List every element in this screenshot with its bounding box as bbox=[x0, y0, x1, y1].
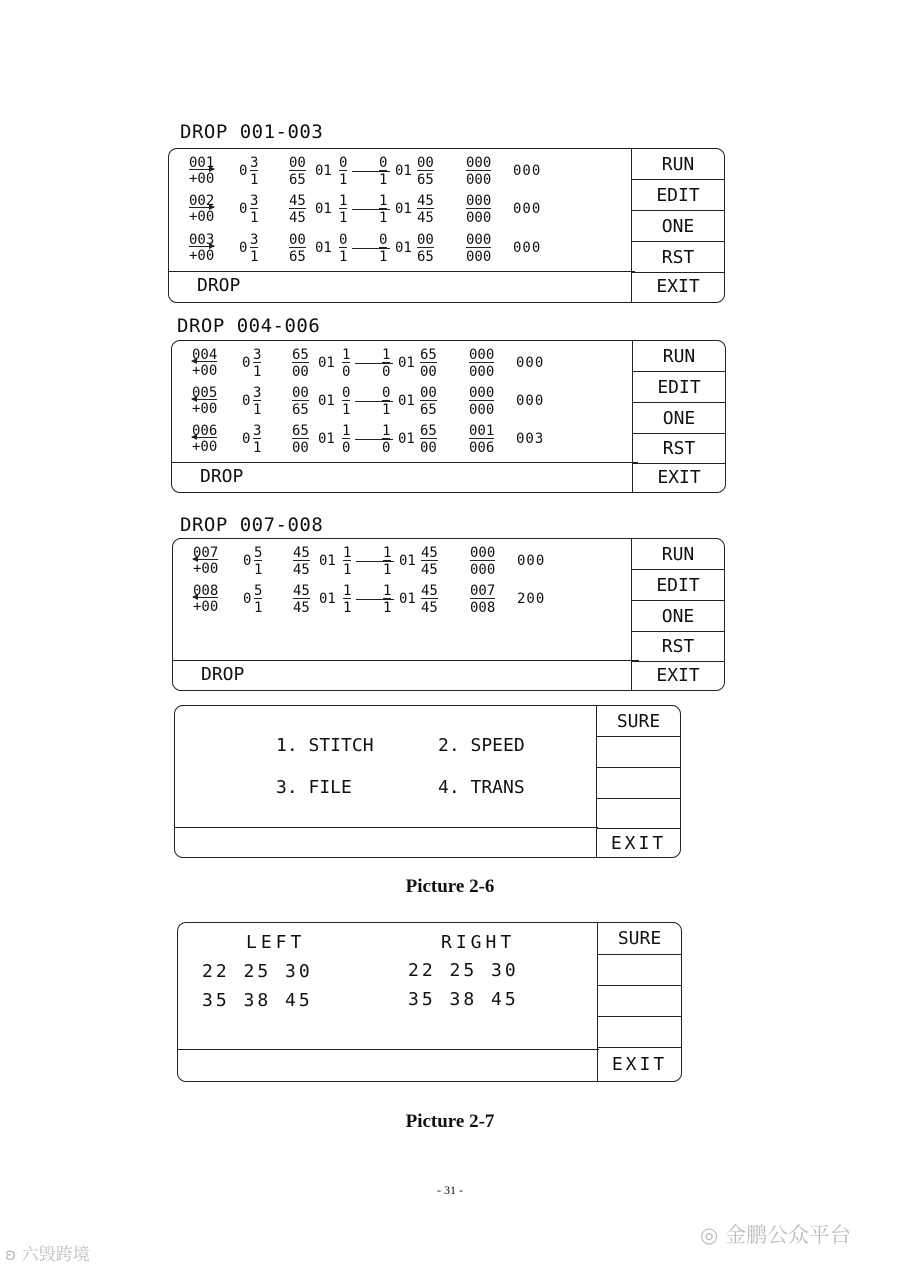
exit-button[interactable]: EXIT bbox=[656, 665, 700, 686]
mid-value: 01 bbox=[319, 591, 336, 607]
end-fraction-denominator: 45 bbox=[417, 210, 434, 226]
mid-value-2: 01 bbox=[395, 240, 412, 256]
mid-value: 01 bbox=[318, 355, 335, 371]
right-bit-denominator: 1 bbox=[379, 172, 388, 188]
end-fraction-denominator: 00 bbox=[420, 440, 437, 456]
right-values-row-2: 35 38 45 bbox=[408, 989, 519, 1010]
watermark-right bbox=[700, 1219, 851, 1249]
stitch-fraction bbox=[289, 194, 306, 225]
end-fraction-numerator: 45 bbox=[421, 583, 438, 599]
mid-value: 01 bbox=[315, 240, 332, 256]
mid-value-2: 01 bbox=[395, 163, 412, 179]
right-bit-denominator: 0 bbox=[382, 364, 391, 380]
exit-button[interactable]: EXIT bbox=[611, 1054, 668, 1075]
left-bit-numerator: 0 bbox=[342, 385, 351, 401]
ratio-fraction bbox=[253, 424, 261, 455]
right-values-row-1: 22 25 30 bbox=[408, 960, 519, 981]
run-button[interactable]: RUN bbox=[632, 149, 724, 180]
left-bit-denominator: 1 bbox=[339, 172, 348, 188]
link-fraction-denominator: 000 bbox=[466, 210, 492, 226]
drop-number-1-2 bbox=[189, 194, 214, 224]
stitch-fraction-numerator: 65 bbox=[292, 423, 309, 439]
mid-value-2: 01 bbox=[398, 393, 415, 409]
link-fraction-numerator: 000 bbox=[470, 545, 496, 561]
menu-item-speed[interactable]: 2. SPEED bbox=[438, 735, 525, 756]
link-fraction-denominator: 006 bbox=[469, 440, 495, 456]
left-bit bbox=[342, 386, 350, 417]
watermark-left-text: 六毁跨境 bbox=[21, 1245, 90, 1265]
divider bbox=[169, 271, 635, 272]
ratio-fraction bbox=[254, 546, 262, 577]
left-bit bbox=[343, 584, 351, 615]
side-buttons bbox=[631, 539, 724, 690]
left-bit bbox=[339, 156, 347, 187]
caption-2-7: Picture 2-7 bbox=[405, 1111, 495, 1132]
drop-number-1-1 bbox=[189, 156, 214, 186]
one-button[interactable]: ONE bbox=[633, 403, 725, 434]
whole-value: 0 bbox=[239, 163, 248, 179]
link-fraction-numerator: 000 bbox=[466, 193, 492, 209]
ratio-fraction-numerator: 3 bbox=[250, 155, 259, 171]
drop-panel-2 bbox=[171, 340, 726, 493]
stitch-fraction bbox=[289, 233, 306, 264]
drop-number-3-1-denominator: +00 bbox=[193, 561, 219, 577]
end-fraction-numerator: 00 bbox=[417, 155, 434, 171]
exit-button[interactable]: EXIT bbox=[657, 467, 701, 488]
drop-number-3-2-numerator: 008 bbox=[193, 583, 219, 599]
left-bit-denominator: 0 bbox=[342, 440, 351, 456]
menu-panel bbox=[174, 705, 681, 858]
one-button[interactable]: ONE bbox=[632, 601, 724, 632]
right-bit bbox=[379, 194, 387, 225]
left-bit-denominator: 0 bbox=[342, 364, 351, 380]
link-fraction-numerator: 000 bbox=[466, 232, 492, 248]
drop-number-2-2-numerator: 005 bbox=[192, 385, 218, 401]
left-bit-denominator: 1 bbox=[343, 600, 352, 616]
page-number: - 31 - bbox=[437, 1183, 463, 1197]
drop-number-1-3-numerator: 003 bbox=[189, 232, 215, 248]
ratio-fraction-denominator: 1 bbox=[250, 210, 259, 226]
link-fraction bbox=[470, 584, 495, 615]
right-bit bbox=[379, 233, 387, 264]
mid-value: 01 bbox=[318, 393, 335, 409]
ratio-fraction-numerator: 3 bbox=[250, 232, 259, 248]
stitch-fraction-numerator: 45 bbox=[293, 545, 310, 561]
ratio-fraction bbox=[253, 386, 261, 417]
mid-value: 01 bbox=[319, 553, 336, 569]
link-fraction-denominator: 000 bbox=[470, 562, 496, 578]
stitch-fraction-denominator: 65 bbox=[292, 402, 309, 418]
right-bit-numerator: 1 bbox=[379, 193, 388, 209]
right-bit-numerator: 1 bbox=[382, 423, 391, 439]
end-fraction bbox=[417, 233, 434, 264]
link-value: 000 bbox=[517, 553, 546, 569]
stitch-fraction-denominator: 00 bbox=[292, 440, 309, 456]
mid-value-2: 01 bbox=[398, 355, 415, 371]
drop-number-2-3-numerator: 006 bbox=[192, 423, 218, 439]
link-value: 000 bbox=[513, 201, 542, 217]
menu-item-file[interactable]: 3. FILE bbox=[276, 777, 352, 798]
ratio-fraction bbox=[254, 584, 262, 615]
left-bit-numerator: 0 bbox=[339, 155, 348, 171]
mid-value: 01 bbox=[315, 163, 332, 179]
end-fraction-numerator: 45 bbox=[417, 193, 434, 209]
right-bit-numerator: 0 bbox=[379, 155, 388, 171]
link-fraction-denominator: 000 bbox=[469, 402, 495, 418]
ratio-fraction bbox=[253, 348, 261, 379]
right-label: RIGHT bbox=[441, 932, 516, 953]
drop-number-1-3 bbox=[189, 233, 214, 263]
edit-button[interactable]: EDIT bbox=[632, 180, 724, 211]
link-value: 000 bbox=[513, 240, 542, 256]
divider bbox=[173, 660, 639, 661]
link-fraction-denominator: 000 bbox=[466, 172, 492, 188]
end-fraction-denominator: 65 bbox=[417, 249, 434, 265]
stitch-fraction bbox=[289, 156, 306, 187]
left-bit-numerator: 1 bbox=[343, 583, 352, 599]
end-fraction-numerator: 65 bbox=[420, 423, 437, 439]
edit-button[interactable]: EDIT bbox=[633, 372, 725, 403]
right-bit-numerator: 0 bbox=[379, 232, 388, 248]
blank-button-2[interactable] bbox=[598, 986, 681, 1017]
end-fraction-denominator: 00 bbox=[420, 364, 437, 380]
right-bit-denominator: 1 bbox=[383, 600, 392, 616]
watermark-left bbox=[5, 1240, 90, 1265]
end-fraction-denominator: 45 bbox=[421, 562, 438, 578]
whole-value: 0 bbox=[239, 201, 248, 217]
mid-value-2: 01 bbox=[395, 201, 412, 217]
blank-button-2[interactable] bbox=[597, 768, 680, 799]
whole-value: 0 bbox=[242, 431, 251, 447]
end-fraction-denominator: 65 bbox=[417, 172, 434, 188]
link-value: 000 bbox=[516, 355, 545, 371]
stitch-fraction-numerator: 00 bbox=[289, 155, 306, 171]
side-buttons bbox=[597, 923, 681, 1081]
link-fraction bbox=[469, 424, 494, 455]
right-bit bbox=[382, 424, 390, 455]
caption-2-6: Picture 2-6 bbox=[405, 876, 495, 897]
ratio-fraction bbox=[250, 233, 258, 264]
whole-value: 0 bbox=[239, 240, 248, 256]
drop-number-2-1-denominator: +00 bbox=[192, 363, 218, 379]
right-bit bbox=[383, 584, 391, 615]
whole-value: 0 bbox=[242, 355, 251, 371]
link-fraction-numerator: 000 bbox=[469, 385, 495, 401]
ratio-fraction-denominator: 1 bbox=[250, 249, 259, 265]
left-label: LEFT bbox=[246, 932, 306, 953]
exit-button[interactable]: EXIT bbox=[610, 833, 667, 854]
left-bit-denominator: 1 bbox=[339, 249, 348, 265]
drop-footer-label: DROP bbox=[201, 664, 245, 685]
link-value: 000 bbox=[513, 163, 542, 179]
link-fraction bbox=[470, 546, 495, 577]
ratio-fraction-denominator: 1 bbox=[253, 402, 262, 418]
menu-item-trans[interactable]: 4. TRANS bbox=[438, 777, 525, 798]
blank-button-3[interactable] bbox=[597, 798, 680, 829]
left-bit bbox=[343, 546, 351, 577]
link-value: 200 bbox=[517, 591, 546, 607]
drop-number-1-1-numerator: 001 bbox=[189, 155, 215, 171]
blank-button-1[interactable] bbox=[598, 955, 681, 986]
mid-value-2: 01 bbox=[399, 591, 416, 607]
drop-number-2-2-denominator: +00 bbox=[192, 401, 218, 417]
drop-number-1-2-denominator: +00 bbox=[189, 209, 215, 225]
right-bit-denominator: 1 bbox=[382, 402, 391, 418]
stitch-fraction bbox=[293, 584, 310, 615]
rst-button[interactable]: RST bbox=[633, 433, 725, 464]
stitch-fraction bbox=[292, 348, 309, 379]
stitch-fraction-numerator: 45 bbox=[293, 583, 310, 599]
stitch-fraction bbox=[292, 386, 309, 417]
left-bit-denominator: 1 bbox=[339, 210, 348, 226]
right-bit bbox=[382, 386, 390, 417]
end-fraction-denominator: 65 bbox=[420, 402, 437, 418]
drop-number-1-3-denominator: +00 bbox=[189, 248, 215, 264]
end-fraction bbox=[421, 584, 438, 615]
run-button[interactable]: RUN bbox=[632, 539, 724, 570]
ratio-fraction bbox=[250, 194, 258, 225]
ratio-fraction-numerator: 3 bbox=[253, 347, 262, 363]
stitch-fraction-numerator: 45 bbox=[289, 193, 306, 209]
left-bit bbox=[339, 194, 347, 225]
end-fraction bbox=[417, 194, 434, 225]
stitch-fraction-denominator: 45 bbox=[293, 600, 310, 616]
link-fraction-numerator: 000 bbox=[466, 155, 492, 171]
left-bit bbox=[342, 424, 350, 455]
mid-value-2: 01 bbox=[399, 553, 416, 569]
stitch-fraction-denominator: 65 bbox=[289, 172, 306, 188]
drop-number-1-2-numerator: 002 bbox=[189, 193, 215, 209]
ratio-fraction bbox=[250, 156, 258, 187]
drop-number-2-1-numerator: 004 bbox=[192, 347, 218, 363]
sure-button[interactable]: SURE bbox=[597, 706, 680, 737]
wechat-icon: ʚ bbox=[5, 1245, 17, 1265]
left-bit-numerator: 1 bbox=[343, 545, 352, 561]
link-fraction bbox=[466, 194, 491, 225]
drop-number-3-1-numerator: 007 bbox=[193, 545, 219, 561]
stitch-fraction-denominator: 45 bbox=[293, 562, 310, 578]
right-bit bbox=[383, 546, 391, 577]
drop-number-2-1 bbox=[192, 348, 217, 378]
divider bbox=[175, 827, 598, 828]
whole-value: 0 bbox=[242, 393, 251, 409]
drop-title-2: DROP 004-006 bbox=[177, 315, 321, 337]
link-fraction bbox=[466, 233, 491, 264]
stitch-fraction-numerator: 00 bbox=[289, 232, 306, 248]
left-values-row-1: 22 25 30 bbox=[202, 961, 313, 982]
right-bit-denominator: 0 bbox=[382, 440, 391, 456]
right-bit-denominator: 1 bbox=[383, 562, 392, 578]
right-bit-numerator: 1 bbox=[383, 583, 392, 599]
right-bit bbox=[379, 156, 387, 187]
side-buttons bbox=[632, 341, 725, 492]
divider bbox=[172, 462, 638, 463]
rst-button[interactable]: RST bbox=[632, 242, 724, 273]
menu-item-stitch[interactable]: 1. STITCH bbox=[276, 735, 374, 756]
drop-panel-1 bbox=[168, 148, 725, 303]
link-fraction-denominator: 000 bbox=[469, 364, 495, 380]
left-bit-numerator: 1 bbox=[339, 193, 348, 209]
drop-number-2-3-denominator: +00 bbox=[192, 439, 218, 455]
drop-number-3-2-denominator: +00 bbox=[193, 599, 219, 615]
drop-number-3-1 bbox=[193, 546, 218, 576]
edit-button[interactable]: EDIT bbox=[632, 570, 724, 601]
run-button[interactable]: RUN bbox=[633, 341, 725, 372]
left-bit-denominator: 1 bbox=[343, 562, 352, 578]
end-fraction-numerator: 45 bbox=[421, 545, 438, 561]
stitch-fraction-denominator: 45 bbox=[289, 210, 306, 226]
right-bit-denominator: 1 bbox=[379, 210, 388, 226]
link-fraction-denominator: 000 bbox=[466, 249, 492, 265]
drop-number-2-3 bbox=[192, 424, 217, 454]
mid-value-2: 01 bbox=[398, 431, 415, 447]
blank-button-1[interactable] bbox=[597, 737, 680, 768]
end-fraction bbox=[420, 386, 437, 417]
end-fraction-denominator: 45 bbox=[421, 600, 438, 616]
ratio-fraction-denominator: 1 bbox=[253, 364, 262, 380]
whole-value: 0 bbox=[243, 553, 252, 569]
ratio-fraction-denominator: 1 bbox=[254, 600, 263, 616]
link-fraction-numerator: 000 bbox=[469, 347, 495, 363]
stitch-fraction-denominator: 65 bbox=[289, 249, 306, 265]
drop-title-1: DROP 001-003 bbox=[180, 121, 324, 143]
wechat-icon: ◎ bbox=[700, 1223, 719, 1247]
drop-number-2-2 bbox=[192, 386, 217, 416]
one-button[interactable]: ONE bbox=[632, 211, 724, 242]
drop-footer-label: DROP bbox=[200, 466, 244, 487]
rst-button[interactable]: RST bbox=[632, 631, 724, 662]
drop-title-3: DROP 007-008 bbox=[180, 514, 324, 536]
whole-value: 0 bbox=[243, 591, 252, 607]
watermark-right-text: 金鹏公众平台 bbox=[725, 1223, 852, 1247]
end-fraction bbox=[421, 546, 438, 577]
right-bit-numerator: 0 bbox=[382, 385, 391, 401]
left-right-panel bbox=[177, 922, 682, 1082]
left-bit-numerator: 0 bbox=[339, 232, 348, 248]
ratio-fraction-denominator: 1 bbox=[254, 562, 263, 578]
end-fraction bbox=[420, 424, 437, 455]
left-bit-numerator: 1 bbox=[342, 347, 351, 363]
link-value: 003 bbox=[516, 431, 545, 447]
stitch-fraction-numerator: 00 bbox=[292, 385, 309, 401]
mid-value: 01 bbox=[318, 431, 335, 447]
ratio-fraction-denominator: 1 bbox=[250, 172, 259, 188]
left-bit-numerator: 1 bbox=[342, 423, 351, 439]
link-value: 000 bbox=[516, 393, 545, 409]
ratio-fraction-numerator: 3 bbox=[253, 385, 262, 401]
ratio-fraction-numerator: 3 bbox=[250, 193, 259, 209]
link-fraction bbox=[466, 156, 491, 187]
side-buttons bbox=[631, 149, 724, 302]
link-fraction bbox=[469, 348, 494, 379]
exit-button[interactable]: EXIT bbox=[656, 276, 700, 297]
drop-panel-3 bbox=[172, 538, 725, 691]
drop-number-3-2 bbox=[193, 584, 218, 614]
end-fraction-numerator: 65 bbox=[420, 347, 437, 363]
end-fraction bbox=[420, 348, 437, 379]
menu-side-buttons bbox=[596, 706, 680, 857]
drop-footer-label: DROP bbox=[197, 275, 241, 296]
ratio-fraction-numerator: 5 bbox=[254, 545, 263, 561]
link-fraction-numerator: 001 bbox=[469, 423, 495, 439]
stitch-fraction-numerator: 65 bbox=[292, 347, 309, 363]
link-fraction-denominator: 008 bbox=[470, 600, 496, 616]
drop-number-1-1-denominator: +00 bbox=[189, 171, 215, 187]
left-bit bbox=[339, 233, 347, 264]
stitch-fraction bbox=[293, 546, 310, 577]
link-fraction bbox=[469, 386, 494, 417]
ratio-fraction-numerator: 5 bbox=[254, 583, 263, 599]
blank-button-3[interactable] bbox=[598, 1017, 681, 1048]
end-fraction-numerator: 00 bbox=[420, 385, 437, 401]
divider bbox=[178, 1049, 599, 1050]
end-fraction bbox=[417, 156, 434, 187]
right-bit-denominator: 1 bbox=[379, 249, 388, 265]
right-bit-numerator: 1 bbox=[383, 545, 392, 561]
sure-button[interactable]: SURE bbox=[598, 923, 681, 955]
link-fraction-numerator: 007 bbox=[470, 583, 496, 599]
stitch-fraction-denominator: 00 bbox=[292, 364, 309, 380]
left-bit-denominator: 1 bbox=[342, 402, 351, 418]
left-values-row-2: 35 38 45 bbox=[202, 990, 313, 1011]
left-bit bbox=[342, 348, 350, 379]
mid-value: 01 bbox=[315, 201, 332, 217]
right-bit-numerator: 1 bbox=[382, 347, 391, 363]
right-bit bbox=[382, 348, 390, 379]
stitch-fraction bbox=[292, 424, 309, 455]
ratio-fraction-denominator: 1 bbox=[253, 440, 262, 456]
end-fraction-numerator: 00 bbox=[417, 232, 434, 248]
ratio-fraction-numerator: 3 bbox=[253, 423, 262, 439]
